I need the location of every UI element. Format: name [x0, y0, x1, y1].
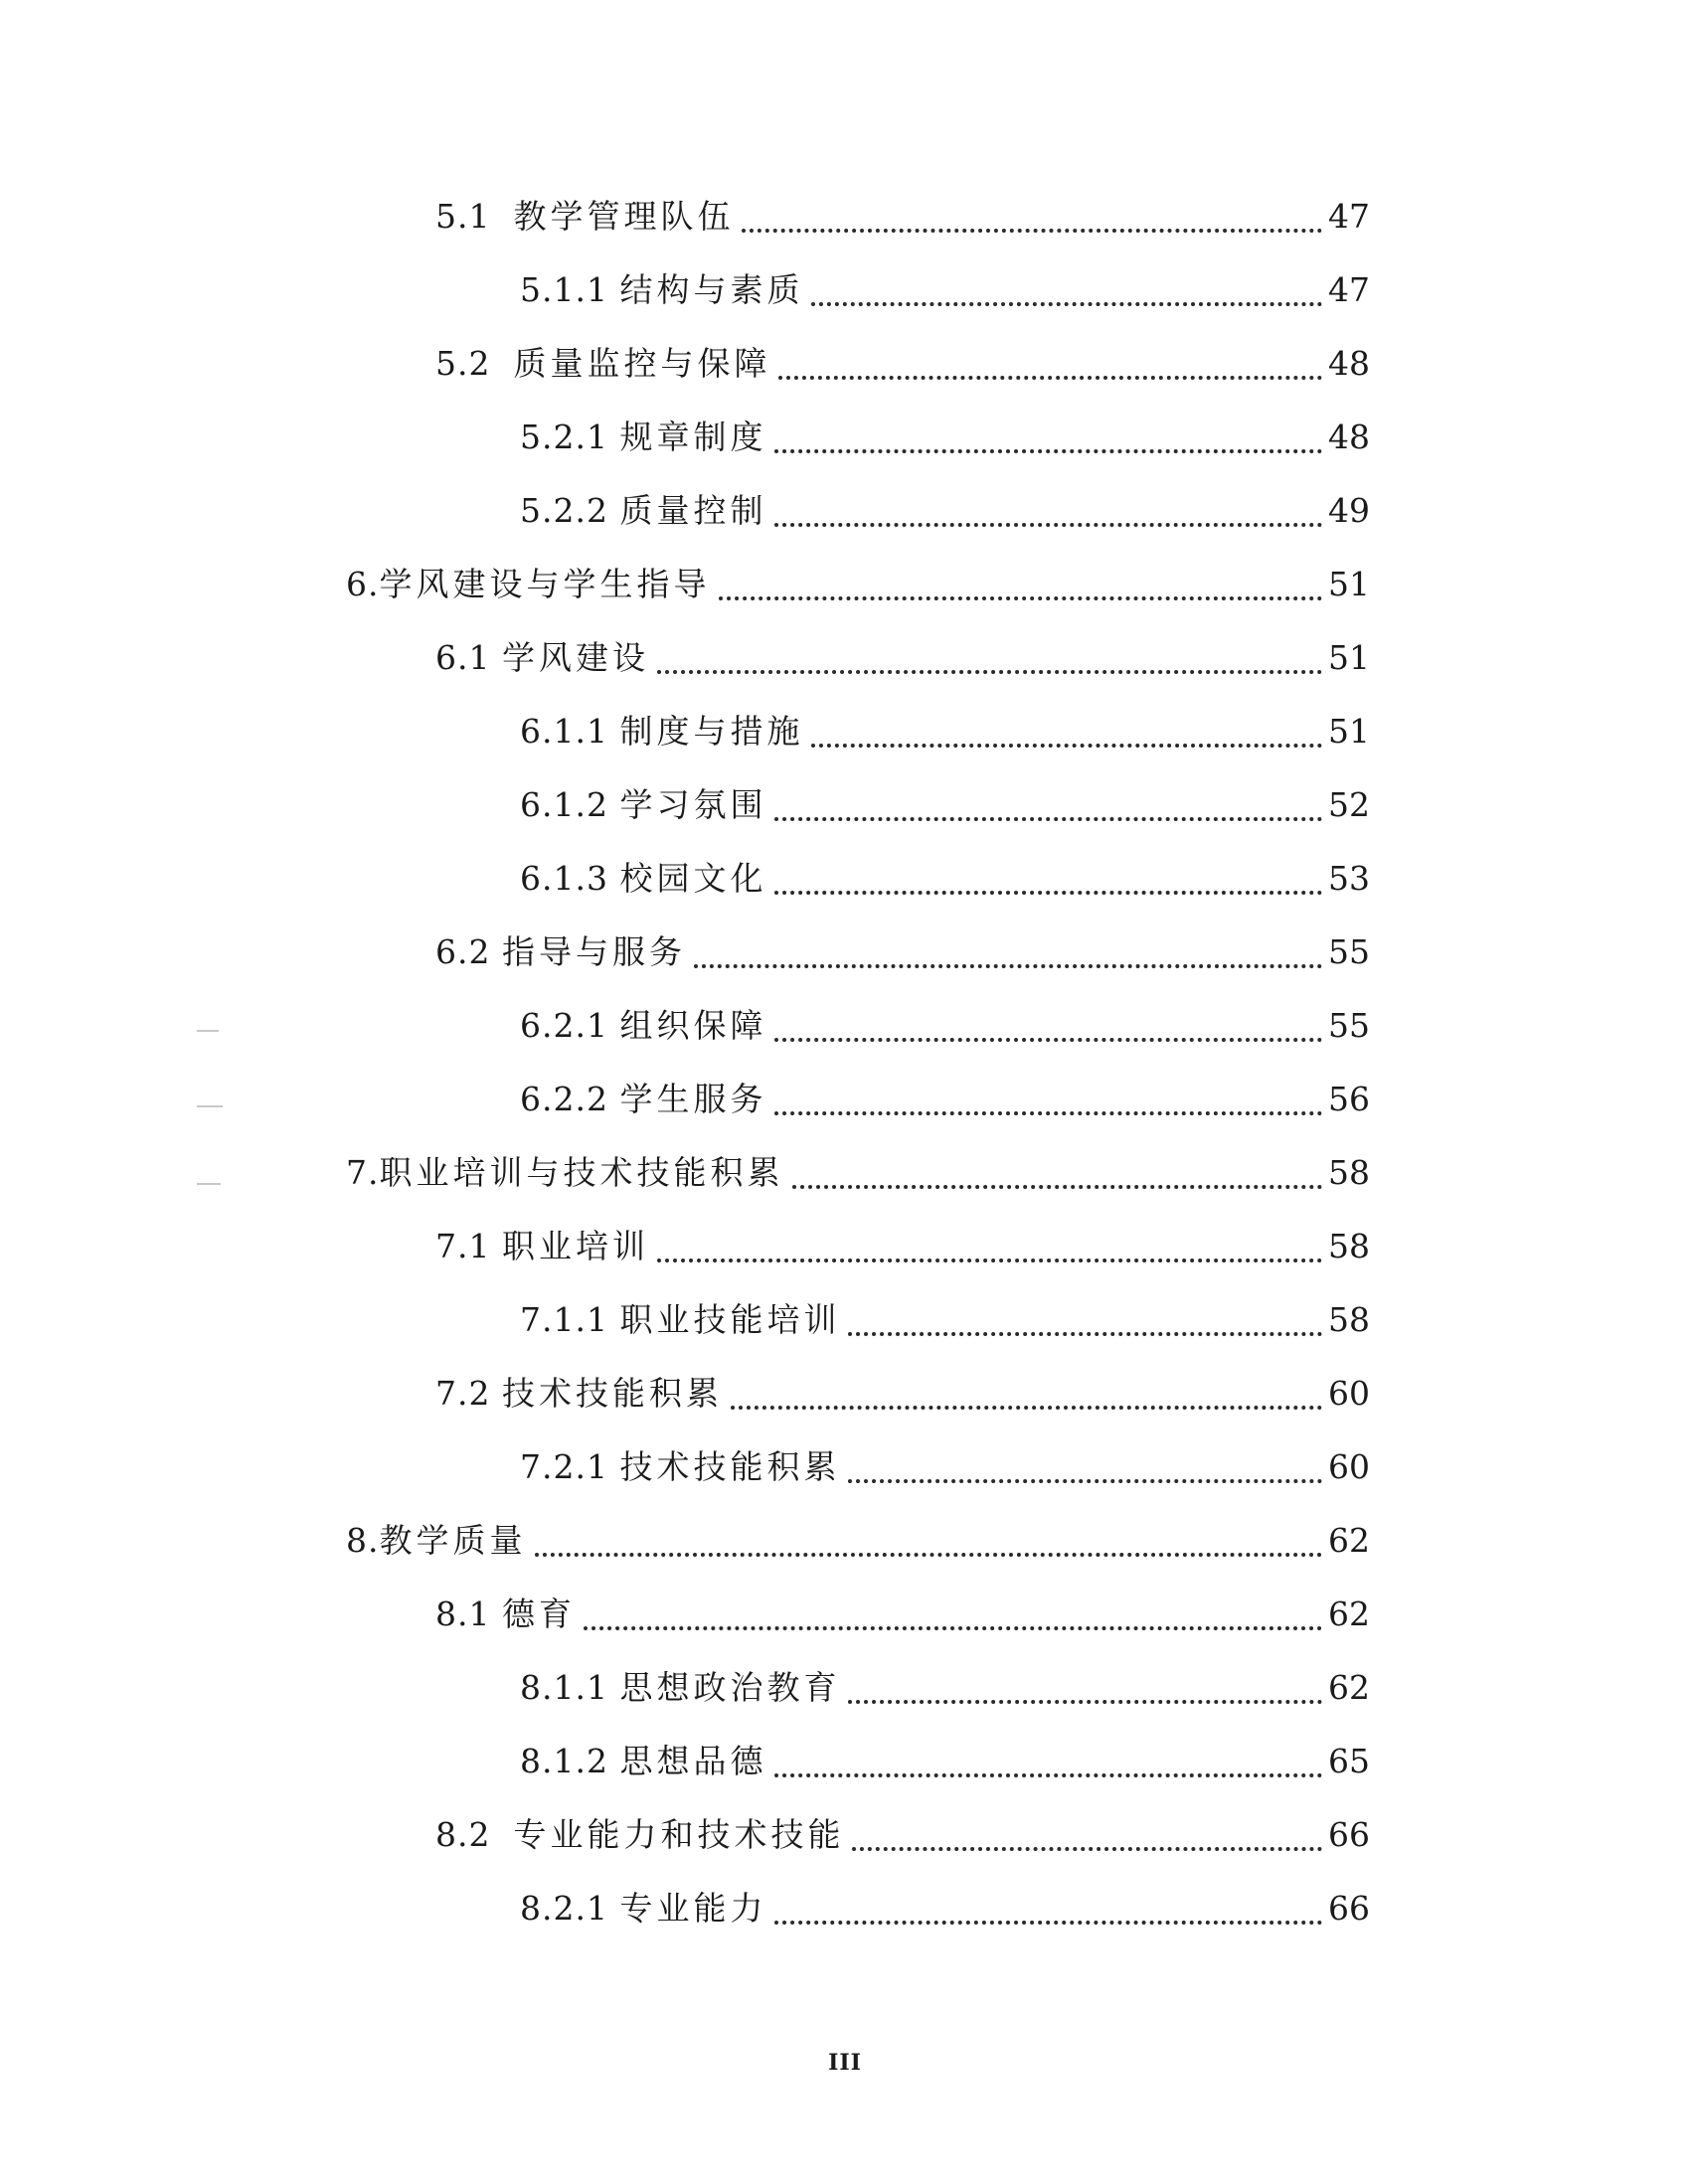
- toc-leader-dots: [848, 1429, 1322, 1483]
- toc-title: 学风建设: [501, 638, 649, 677]
- toc-leader-dots: [657, 1209, 1322, 1262]
- toc-title: 职业培训与技术技能积累: [379, 1153, 784, 1192]
- scan-mark: [197, 1183, 221, 1185]
- toc-entry-6-2-1[interactable]: [520, 1001, 1370, 1051]
- toc-number: 7.2.1: [520, 1447, 620, 1486]
- toc-page-number: 56: [1328, 1080, 1370, 1118]
- toc-page-number: 66: [1328, 1889, 1370, 1928]
- toc-page-number: 48: [1328, 418, 1370, 456]
- toc-leader-dots: [811, 252, 1322, 306]
- toc-number: 8.1.1: [520, 1668, 620, 1707]
- toc-entry-8-2-1[interactable]: [520, 1884, 1370, 1933]
- toc-leader-dots: [848, 1650, 1322, 1704]
- toc-number: 7.1: [435, 1227, 502, 1265]
- toc-entry-5-1[interactable]: [435, 192, 1370, 242]
- toc-title: 组织保障: [619, 1006, 767, 1045]
- toc-leader-dots: [694, 915, 1322, 968]
- toc-page-number: 62: [1328, 1668, 1370, 1707]
- toc-leader-dots: [774, 1724, 1322, 1777]
- toc-page-number: 52: [1328, 785, 1370, 824]
- toc-title: 思想品德: [619, 1742, 767, 1780]
- toc-entry-5-2-1[interactable]: [520, 413, 1370, 462]
- toc-leader-dots: [742, 179, 1322, 233]
- toc-title: 学生服务: [619, 1080, 767, 1118]
- toc-page-number: 62: [1328, 1595, 1370, 1633]
- toc-entry-6[interactable]: [346, 560, 1370, 609]
- toc-entry-7[interactable]: [346, 1148, 1370, 1198]
- toc-entry-8-2[interactable]: [435, 1810, 1370, 1860]
- toc-title: 学习氛围: [619, 785, 767, 824]
- toc-entry-6-1-1[interactable]: [520, 707, 1370, 756]
- toc-leader-dots: [774, 988, 1322, 1042]
- toc-leader-dots: [778, 326, 1322, 380]
- toc-page-number: 58: [1328, 1153, 1370, 1192]
- toc-title: 指导与服务: [501, 932, 686, 971]
- toc-number: 6.: [346, 565, 380, 603]
- toc-number: 6.2.1: [520, 1006, 620, 1045]
- toc-leader-dots: [811, 694, 1322, 748]
- toc-page-number: 66: [1328, 1815, 1370, 1854]
- toc-entry-7-2-1[interactable]: [520, 1442, 1370, 1492]
- scan-mark: [197, 1105, 223, 1107]
- toc-number: 6.1: [435, 638, 502, 677]
- toc-number: 8.1.2: [520, 1742, 620, 1780]
- toc-title: 结构与素质: [619, 270, 804, 309]
- toc-page-number: 55: [1328, 932, 1370, 971]
- toc-entry-5-2-2[interactable]: [520, 486, 1370, 536]
- toc-title: 职业技能培训: [619, 1300, 841, 1339]
- toc-entry-8[interactable]: [346, 1516, 1370, 1566]
- toc-number: 7.2: [435, 1374, 502, 1413]
- toc-leader-dots: [657, 620, 1322, 674]
- toc-number: 8.1: [435, 1595, 502, 1633]
- toc-title: 校园文化: [619, 859, 767, 898]
- toc-number: 5.1: [435, 197, 514, 236]
- toc-entry-7-1-1[interactable]: [520, 1295, 1370, 1345]
- toc-leader-dots: [719, 547, 1323, 600]
- toc-number: 6.2: [435, 932, 502, 971]
- toc-page-number: 60: [1328, 1374, 1370, 1413]
- toc-leader-dots: [774, 400, 1322, 453]
- toc-page-number: 47: [1328, 270, 1370, 309]
- toc-page-number: 47: [1328, 197, 1370, 236]
- toc-title: 专业能力: [619, 1889, 767, 1928]
- toc-entry-8-1-2[interactable]: [520, 1737, 1370, 1786]
- toc-entry-6-2[interactable]: [435, 927, 1370, 977]
- toc-number: 5.2.2: [520, 491, 620, 530]
- toc-title: 技术技能积累: [619, 1447, 841, 1486]
- toc-page-number: 51: [1328, 638, 1370, 677]
- toc-number: 6.1.1: [520, 712, 620, 751]
- page-number: III: [828, 2050, 862, 2076]
- toc-leader-dots: [852, 1797, 1322, 1851]
- toc-leader-dots: [848, 1282, 1322, 1336]
- toc-leader-dots: [792, 1135, 1323, 1189]
- toc-leader-dots: [584, 1577, 1322, 1630]
- toc-page-number: 48: [1328, 344, 1370, 383]
- toc-page-number: 58: [1328, 1227, 1370, 1265]
- toc-page-number: 51: [1328, 565, 1370, 603]
- toc-entry-6-2-2[interactable]: [520, 1075, 1370, 1124]
- toc-leader-dots: [774, 841, 1322, 895]
- toc-number: 7.: [346, 1153, 380, 1192]
- toc-entry-6-1-3[interactable]: [520, 854, 1370, 904]
- toc-title: 思想政治教育: [619, 1668, 841, 1707]
- toc-number: 6.2.2: [520, 1080, 620, 1118]
- toc-title: 职业培训: [501, 1227, 649, 1265]
- toc-number: 5.1.1: [520, 270, 620, 309]
- toc-number: 6.1.2: [520, 785, 620, 824]
- toc-number: 6.1.3: [520, 859, 620, 898]
- toc-leader-dots: [731, 1356, 1322, 1410]
- toc-entry-5-1-1[interactable]: [520, 265, 1370, 315]
- toc-title: 学风建设与学生指导: [379, 565, 711, 603]
- toc-page-number: 49: [1328, 491, 1370, 530]
- toc-page-number: 58: [1328, 1300, 1370, 1339]
- toc-entry-6-1-2[interactable]: [520, 780, 1370, 830]
- toc-number: 8.: [346, 1521, 380, 1560]
- toc-leader-dots: [774, 1062, 1322, 1115]
- toc-number: 5.2.1: [520, 418, 620, 456]
- toc-title: 教学质量: [379, 1521, 527, 1560]
- toc-leader-dots: [774, 473, 1322, 527]
- toc-title: 规章制度: [619, 418, 767, 456]
- toc-title: 教学管理队伍: [513, 197, 735, 236]
- toc-title: 德育: [501, 1595, 576, 1633]
- toc-title: 质量监控与保障: [513, 344, 771, 383]
- toc-number: 8.2.1: [520, 1889, 620, 1928]
- toc-entry-8-1[interactable]: [435, 1590, 1370, 1639]
- toc-entry-6-1[interactable]: [435, 633, 1370, 683]
- toc-leader-dots: [774, 767, 1322, 821]
- toc-title: 质量控制: [619, 491, 767, 530]
- toc-page-number: 55: [1328, 1006, 1370, 1045]
- toc-number: 7.1.1: [520, 1300, 620, 1339]
- scan-mark: [197, 1030, 219, 1032]
- toc-number: 8.2: [435, 1815, 514, 1854]
- toc-title: 制度与措施: [619, 712, 804, 751]
- toc-leader-dots: [535, 1503, 1323, 1557]
- toc-entry-7-1[interactable]: [435, 1222, 1370, 1271]
- toc-leader-dots: [774, 1871, 1322, 1925]
- toc-title: 专业能力和技术技能: [513, 1815, 845, 1854]
- toc-entry-8-1-1[interactable]: [520, 1663, 1370, 1713]
- toc-number: 5.2: [435, 344, 514, 383]
- toc-entry-7-2[interactable]: [435, 1369, 1370, 1419]
- toc-entry-5-2[interactable]: [435, 339, 1370, 389]
- toc-page-number: 65: [1328, 1742, 1370, 1780]
- toc-page-number: 51: [1328, 712, 1370, 751]
- toc-page-number: 62: [1328, 1521, 1370, 1560]
- toc-page-number: 60: [1328, 1447, 1370, 1486]
- toc-title: 技术技能积累: [501, 1374, 723, 1413]
- toc-page-number: 53: [1328, 859, 1370, 898]
